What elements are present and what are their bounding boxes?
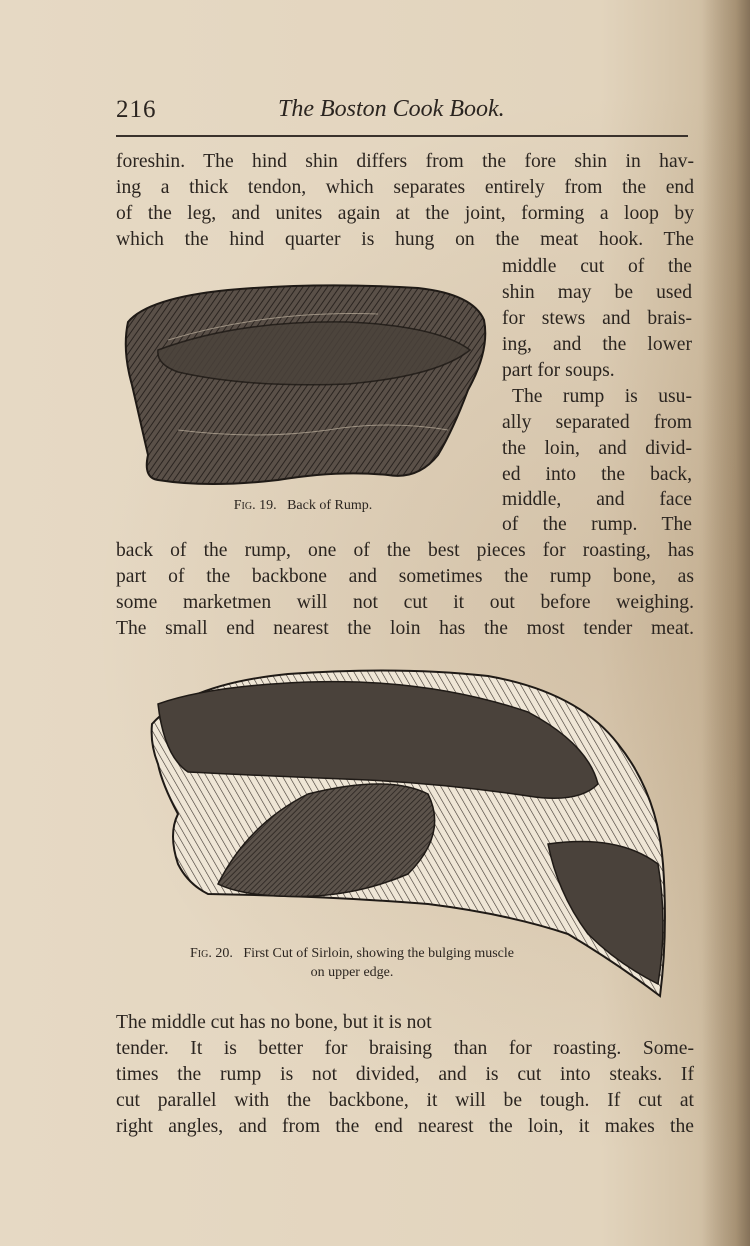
- text-line: part of the backbone and sometimes the rump bone, as: [116, 566, 694, 587]
- text-line: the loin, and divid-: [502, 438, 692, 459]
- text-line: ing, and the lower: [502, 334, 692, 355]
- text-line: part for soups.: [502, 360, 615, 381]
- figure-19-illustration: [118, 280, 492, 492]
- figure-20-caption-line2: on upper edge.: [310, 965, 394, 980]
- figure-19-caption: [176, 496, 430, 515]
- figure-20-label: Fig. 20.: [189, 946, 233, 961]
- text-line: middle cut of the: [502, 256, 692, 277]
- text-line: The rump is usu-: [512, 386, 692, 407]
- text-line: right angles, and from the end nearest the loin, it makes the: [116, 1116, 694, 1137]
- page-number: 216: [116, 96, 157, 123]
- text-line: times the rump is not divided, and is cut into steaks. If: [116, 1064, 694, 1085]
- running-title: The Boston Cook Book.: [278, 96, 505, 122]
- text-line: of the leg, and unites again at the joint, forming a loop by: [116, 203, 694, 224]
- figure-19-caption-text: Back of Rump.: [287, 498, 373, 513]
- figure-19-label: Fig. 19.: [233, 498, 277, 513]
- text-line: middle, and face: [502, 489, 692, 510]
- text-line: tender. It is better for braising than for roasting. Some-: [116, 1038, 694, 1059]
- figure-20-caption: [150, 944, 554, 982]
- text-line: foreshin. The hind shin differs from the fore shin in hav-: [116, 151, 694, 172]
- page-header: [116, 96, 688, 130]
- figure-20-caption-line1: First Cut of Sirloin, showing the bulging muscle: [243, 946, 514, 961]
- text-line: ally separated from: [502, 412, 692, 433]
- text-line: of the rump. The: [502, 514, 692, 535]
- book-spine-shadow: [702, 0, 750, 1246]
- text-line: which the hind quarter is hung on the meat hook. The: [116, 229, 694, 250]
- text-line: shin may be used: [502, 282, 692, 303]
- text-line: The small end nearest the loin has the most tender meat.: [116, 618, 694, 639]
- text-line: some marketmen will not cut it out before weighing.: [116, 592, 694, 613]
- text-line: back of the rump, one of the best pieces for roasting, has: [116, 540, 694, 561]
- text-line: ing a thick tendon, which separates entirely from the end: [116, 177, 694, 198]
- text-line: for stews and brais-: [502, 308, 692, 329]
- text-line: The middle cut has no bone, but it is not: [116, 1012, 432, 1033]
- text-line: ed into the back,: [502, 464, 692, 485]
- text-line: cut parallel with the backbone, it will be tough. If cut at: [116, 1090, 694, 1111]
- header-rule: [116, 135, 688, 137]
